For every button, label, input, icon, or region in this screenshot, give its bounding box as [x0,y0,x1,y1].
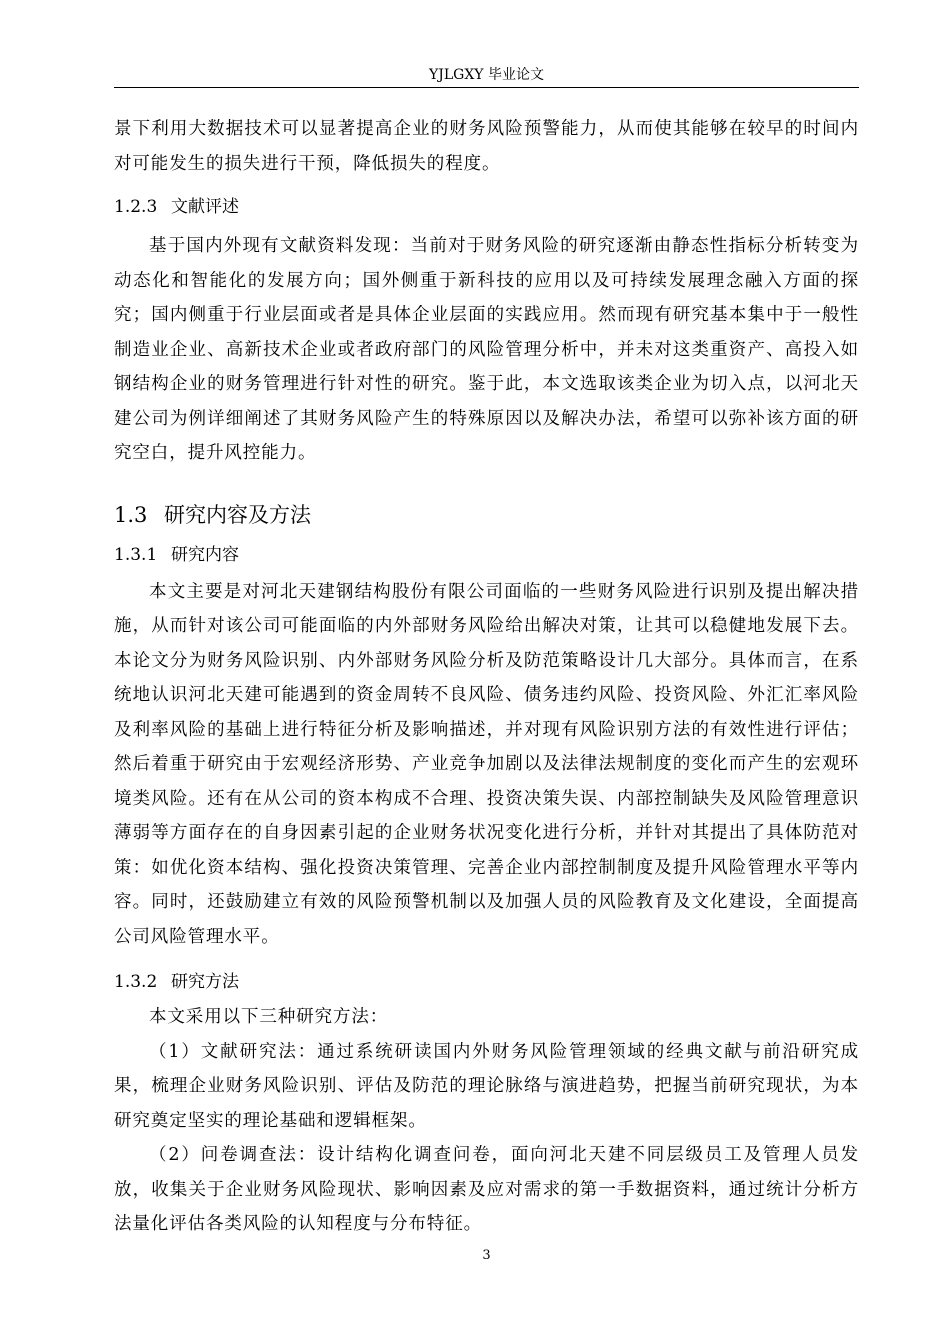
paragraph-continued: 景下利用大数据技术可以显著提高企业的财务风险预警能力，从而使其能够在较早的时间内对可能发生的损失进行干预，降低损失的程度。 [114,119,859,174]
section-number: 1.3.1 [114,544,158,565]
section-title: 文献评述 [171,197,239,217]
section-heading-1-2-3 [114,195,859,219]
page-body [114,112,859,1242]
section-title: 研究内容及方法 [164,502,311,527]
section-heading-1-3-1 [114,543,859,567]
paragraph-methods-intro: 本文采用以下三种研究方法： [149,1007,389,1027]
paragraph-method-questionnaire: （2）问卷调查法：设计结构化调查问卷，面向河北天建不同层级员工及管理人员发放，收集关于企业财务风险现状、影响因素及应对需求的第一手数据资料，通过统计分析方法量化评估各类风险的认知程度与分布特征。 [114,1145,859,1234]
paragraph-literature-review: 基于国内外现有文献资料发现：当前对于财务风险的研究逐渐由静态性指标分析转变为动态化和智能化的发展方向；国外侧重于新科技的应用以及可持续发展理念融入方面的探究；国内侧重于行业层面或者是具体企业层面的实践应用。然而现有研究基本集中于一般性制造业企业、高新技术企业或者政府部门的风险管理分析中，并未对这类重资产、高投入如钢结构企业的财务管理进行针对性的研究。鉴于此，本文选取该类企业为切入点，以河北天建公司为例详细阐述了其财务风险产生的特殊原因以及解决办法，希望可以弥补该方面的研究空白，提升风控能力。 [114,236,859,463]
section-heading-1-3-2 [114,970,859,994]
paragraph-research-content: 本文主要是对河北天建钢结构股份有限公司面临的一些财务风险进行识别及提出解决措施，从而针对该公司可能面临的内外部财务风险给出解决对策，让其可以稳健地发展下去。本论文分为财务风险识别、内外部财务风险分析及防范策略设计几大部分。具体而言，在系统地认识河北天建可能遇到的资金周转不良风险、债务违约风险、投资风险、外汇汇率风险及利率风险的基础上进行特征分析及影响描述，并对现有风险识别方法的有效性进行评估；然后着重于研究由于宏观经济形势、产业竞争加剧以及法律法规制度的变化而产生的宏观环境类风险。还有在从公司的资本构成不合理、投资决策失误、内部控制缺失及风险管理意识薄弱等方面存在的自身因素引起的企业财务状况变化进行分析，并针对其提出了具体防范对策：如优化资本结构、强化投资决策管理、完善企业内部控制制度及提升风险管理水平等内容。同时，还鼓励建立有效的风险预警机制以及加强人员的风险教育及文化建设，全面提高公司风险管理水平。 [114,581,859,947]
section-number: 1.3 [114,502,148,527]
paragraph-method-literature: （1）文献研究法：通过系统研读国内外财务风险管理领域的经典文献与前沿研究成果，梳理企业财务风险识别、评估及防范的理论脉络与演进趋势，把握当前研究现状，为本研究奠定坚实的理论基础和逻辑框架。 [114,1041,859,1131]
page-number: 3 [482,1248,491,1263]
section-title: 研究方法 [171,972,239,992]
header-divider [114,87,859,88]
section-number: 1.3.2 [114,972,158,992]
page-header: YJLGXY 毕业论文 [429,67,544,83]
section-title: 研究内容 [171,544,239,565]
section-heading-1-3 [114,501,859,529]
section-number: 1.2.3 [114,197,158,217]
